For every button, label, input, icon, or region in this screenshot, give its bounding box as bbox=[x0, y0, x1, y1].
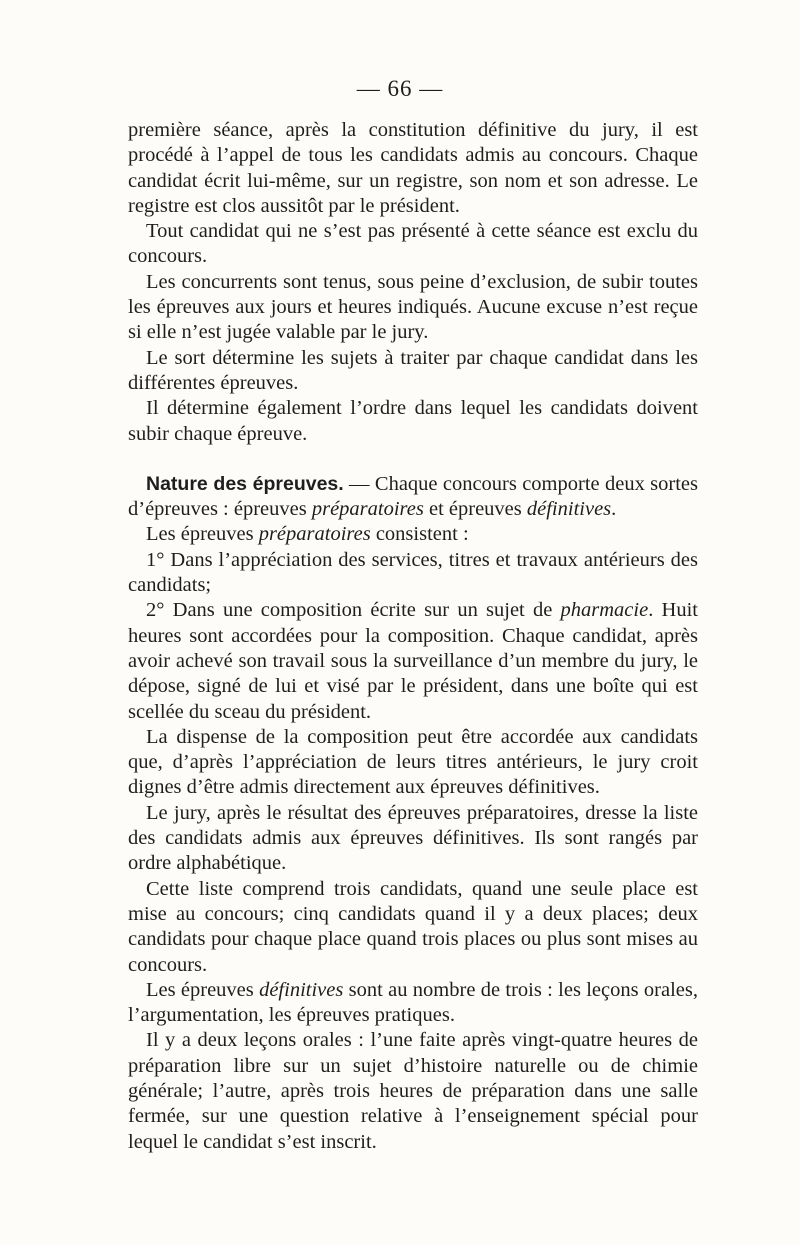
list-item-2 bbox=[128, 598, 698, 724]
prep-em: préparatoires bbox=[258, 523, 371, 546]
paragraph-exclusion: Tout candidat qui ne s’est pas présenté à cette séance est exclu du concours. bbox=[128, 220, 698, 268]
paragraph-trois: Cette liste comprend trois candidats, quand une seule place est mise au concours; cinq candidats quand il y a deux places; deux candidats pour chaque place quand trois places ou plus sont mises au concours. bbox=[128, 877, 698, 976]
paragraph-ordre: Il détermine également l’ordre dans lequel les candidats doivent subir chaque épreuve. bbox=[128, 397, 698, 445]
paragraph-continuation: première séance, après la constitution définitive du jury, il est procédé à l’appel de tous les candidats admis au concours. Chaque candidat écrit lui-même, sur un registre, son nom et son adresse. Le registre est clos aussitôt par le président. bbox=[128, 119, 698, 217]
paragraph-definitives bbox=[128, 978, 698, 1029]
prep-text-a: Les épreuves bbox=[146, 523, 259, 546]
nature-em-preparatoires: préparatoires bbox=[311, 498, 424, 521]
nature-text-c: . bbox=[611, 498, 617, 521]
nature-em-definitives: définitives bbox=[526, 498, 612, 521]
def-em: définitives bbox=[259, 978, 344, 1001]
paragraph-sort: Le sort détermine les sujets à traiter par chaque candidat dans les différentes épreuves. bbox=[128, 346, 698, 394]
def-text-b: sont au nombre de trois : les leçons orales, l’argumentation, les épreuves pratiques. bbox=[128, 978, 698, 1027]
list-item-1: 1° Dans l’appréciation des services, titres et travaux antérieurs des candidats; bbox=[128, 548, 698, 597]
nature-text-a: — Chaque concours comporte deux sortes d’épreuves : épreuves bbox=[128, 472, 698, 521]
paragraph-liste: Le jury, après le résultat des épreuves préparatoires, dresse la liste des candidats admis aux épreuves définitives. Ils sont rangés par ordre alphabétique. bbox=[128, 801, 698, 875]
item2-text-b: . Huit heures sont accordées pour la composition. Chaque candidat, après avoir achevé son travail sous la surveillance d’un membre du jury, le dépose, signé de lui et visé par le président, dans une boîte qui est scellée du sceau du président. bbox=[128, 599, 698, 723]
paragraph-preparatoires bbox=[128, 522, 698, 547]
body-text bbox=[128, 118, 698, 1155]
paragraph-nature bbox=[128, 472, 698, 523]
paragraph-dispense: La dispense de la composition peut être accordée aux candidats que, d’après l’appréciation de leurs titres antérieurs, le jury croit dignes d’être admis directement aux épreuves définitives. bbox=[128, 725, 698, 799]
def-text-a: Les épreuves bbox=[146, 978, 260, 1001]
item2-text-a: 2° Dans une composition écrite sur un sujet de bbox=[146, 599, 561, 622]
page-number: — 66 — bbox=[356, 76, 444, 101]
prep-text-b: consistent : bbox=[370, 523, 469, 546]
paragraph-lecons: Il y a deux leçons orales : l’une faite après vingt-quatre heures de préparation libre sur un sujet d’histoire naturelle ou de chimie générale; l’autre, après trois heures de préparation dans une salle fermée, sur une question relative à l’enseignement spécial pour lequel le candidat s’est inscrit. bbox=[128, 1029, 698, 1153]
paragraph-concurrents: Les concurrents sont tenus, sous peine d’exclusion, de subir toutes les épreuves aux jours et heures indiqués. Aucune excuse n’est reçue si elle n’est jugée valable par le jury. bbox=[128, 270, 698, 344]
section-spacer bbox=[128, 447, 698, 472]
item2-em: pharmacie bbox=[560, 599, 649, 622]
nature-text-b: et épreuves bbox=[423, 498, 527, 521]
section-heading: Nature des épreuves. bbox=[146, 472, 344, 495]
